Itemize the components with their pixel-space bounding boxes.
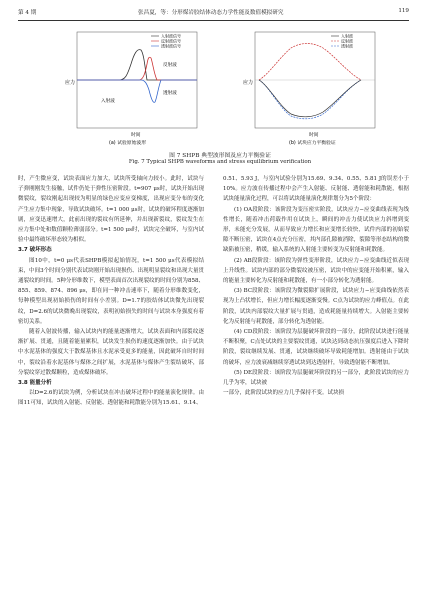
incident-wave-line <box>77 50 197 80</box>
reflected-annotation: 反射波 <box>163 63 177 68</box>
right-para-5: (5) DE段阶段：该阶段为层腿破坏阶段的另一部分，此阶段试块的应力几乎为零，试块被 <box>223 369 409 387</box>
plot-a <box>65 32 197 138</box>
legend-b-label-2: 透射波 <box>341 43 353 49</box>
reflected-wave-line <box>77 57 197 80</box>
reflected-curve <box>259 44 361 81</box>
legend-a-label-1: 反射波信号 <box>161 38 181 44</box>
right-para-6: 一部分，此阶段试块的应力几乎保持不变。试块损 <box>223 390 345 397</box>
transmitted-curve <box>259 80 361 119</box>
subcaption-a: (a) 试验原始波形 <box>109 141 146 146</box>
plot-b <box>243 32 375 138</box>
figure-caption-en: Fig. 7 Typical SHPB waveforms and stress equilibrium verification <box>128 159 312 165</box>
transmitted-annotation: 透射波 <box>163 91 177 96</box>
subcaption-b: (b) 试块应力平衡验证 <box>289 141 336 146</box>
right-para-0: 0.51、5.93 J，与室内试验分别为15.69、9.34、0.55、5.81 J的误差小于10%。应力波在传播过程中会产生入射能、反射能、透射能和耗散能，根据试块能量演化过程，可以将试块能量演化规律划分为5个阶段： <box>223 176 409 203</box>
incident-annotation: 入射波 <box>101 99 115 104</box>
section-heading-3-7: 3.7 破坏形态 <box>18 247 52 254</box>
figure-plots <box>55 28 385 146</box>
figure-caption-cn: 图 7 SHPB 典型波形图及应力平衡验证 <box>169 153 271 159</box>
right-para-1: (1) OA段阶段：该阶段为变压密实阶段，试块应力−应变曲线表现为线性增长，随着冲击荷载作用在试块上，瞬间的冲击力使试块应力斜增到变形，未能充分发展，从而导致应力增长和应变增长较快，试件内部的初始裂隙不断压密，试块在4点充分压密，其内部孔隙被消除，裂隙等形态结构的微缺陷被压密，稍缓，输入系统的入射能主要转变为反射能和耗散能。 <box>223 206 409 254</box>
plot-a-xlabel: 时间 <box>131 133 141 138</box>
transmitted-wave-line <box>77 80 197 102</box>
left-para-0: 时，产生微应变，试块表面应力加大，试块所受轴向力较小。此时，试块与子弹刚刚发生接触，试件仍处于弹性压密阶段。t=907 μs时，试块开始出现微裂纹，裂纹刚起出现较为明显的绿色应变应变梯度，出现应变分布的变化产生应力集中现象，导致试块破坏。t=1 000 μs时，试块的破坏程度逐渐加剧，应变迅速增大，此前出现的裂纹有所延伸，并出现新裂纹，裂纹发生在应力集中处和数值颗粒薄弱部分。t=1 500 μs时，试块完全破坏，与室内试验中最终破坏形态较为相似。 <box>18 176 204 244</box>
right-para-4: (4) CD段阶段：该阶段为层腿破坏阶段的一部分，此阶段试块进行能量不断积聚，C点处试块的主要裂纹贯通，试块达到动态抗压强度后进入下降时阶段，裂纹继续发展、贯通，试块继续破坏导致耗能增加。透射能由于试块的破坏，应力波衰减继续穿透试块到达透射杆，导致透射能不断增加。 <box>223 329 409 366</box>
section-heading-3-8: 3.8 能量分析 <box>18 380 52 387</box>
legend-a-label-0: 入射波信号 <box>161 33 181 39</box>
legend-a-label-2: 透射波信号 <box>161 43 181 49</box>
left-column <box>18 174 204 409</box>
plot-b-xlabel: 时间 <box>309 133 319 138</box>
header-rule <box>18 20 409 21</box>
page-number: 119 <box>398 8 409 14</box>
issue-number: 第 4 期 <box>18 10 37 16</box>
legend-b-label-1: 反射波 <box>341 38 353 44</box>
left-para-5: 以D=2.6的试块为例，分析试块在冲击破坏过程中的能量演化规律。由图11可知，试块的入射能、反射能、透射能和耗散能分别为15.61、9.14、 <box>18 390 204 407</box>
right-para-3: (3) BC段阶段：该阶段为微裂隙扩展阶段，试块应力−应变曲线依然表现为上凸状增长，但应力增长幅度逐渐变慢。C点为试块的应力峰值点。在此阶段，试块内部裂纹大量扩展与贯通，造成耗能量持续增大。入射能主要转化为反射能与耗散能，部分转化为透射能。 <box>223 288 409 325</box>
left-para-2: 图10中，t=0 μs代表SHPB模拟起始情况，t=1 500 μs代表模拟结束，中间3个时间分别代表试块刚开始出现损伤、出现明显裂纹和出现大量贯通裂纹的时间。5种分形维数下，模型表面首次出现裂纹的时间分别为858、855、859、874、896 μs，即在同一种冲击速率下，随着分形维数变化，每种模型出现初始损伤的时间有小差别。D=1.7的胶结体试块微先出现裂纹，D=2.6的试块微晚出现裂纹，表明初始损失的时间与试块本身强度有着密切关系。 <box>18 257 204 325</box>
figure-7 <box>55 28 385 166</box>
running-header <box>18 8 409 20</box>
right-para-2: (2) AB段阶段：该阶段为弹性变形阶段，试块应力−应变曲线近似表现上升线性。试块内部的部分微裂纹被压密，试块中的应变能开始积累，输入的能量主要转化为反射能和耗散能，有一小部分转化为透射能。 <box>223 257 409 285</box>
plot-a-ylabel: 应力 <box>65 80 76 86</box>
left-para-3: 随着入射波传播，输入试块内的能量逐渐增大，试块表面和内部裂纹逐渐扩展、贯通，且随着能量累积，试块发生损伤的速度逐渐加快。由于试块中水泥基体的强度大于散煤基体且水泥承受更多的能量，因此破坏自时时间中，裂纹沿着水泥基体与煤体之间扩展，水泥基体与煤体产生裂结破坏，部分裂纹穿过散煤颗粒，造成煤体破坏。 <box>18 329 204 376</box>
incident-curve <box>259 80 361 117</box>
plot-b-ylabel: 应力 <box>243 80 254 86</box>
right-column <box>223 174 409 398</box>
legend-b-label-0: 入射波 <box>341 33 353 39</box>
running-title: 张昌夏，等：分形煤岩胶结体动态力学性能及数值模拟研究 <box>138 10 284 16</box>
